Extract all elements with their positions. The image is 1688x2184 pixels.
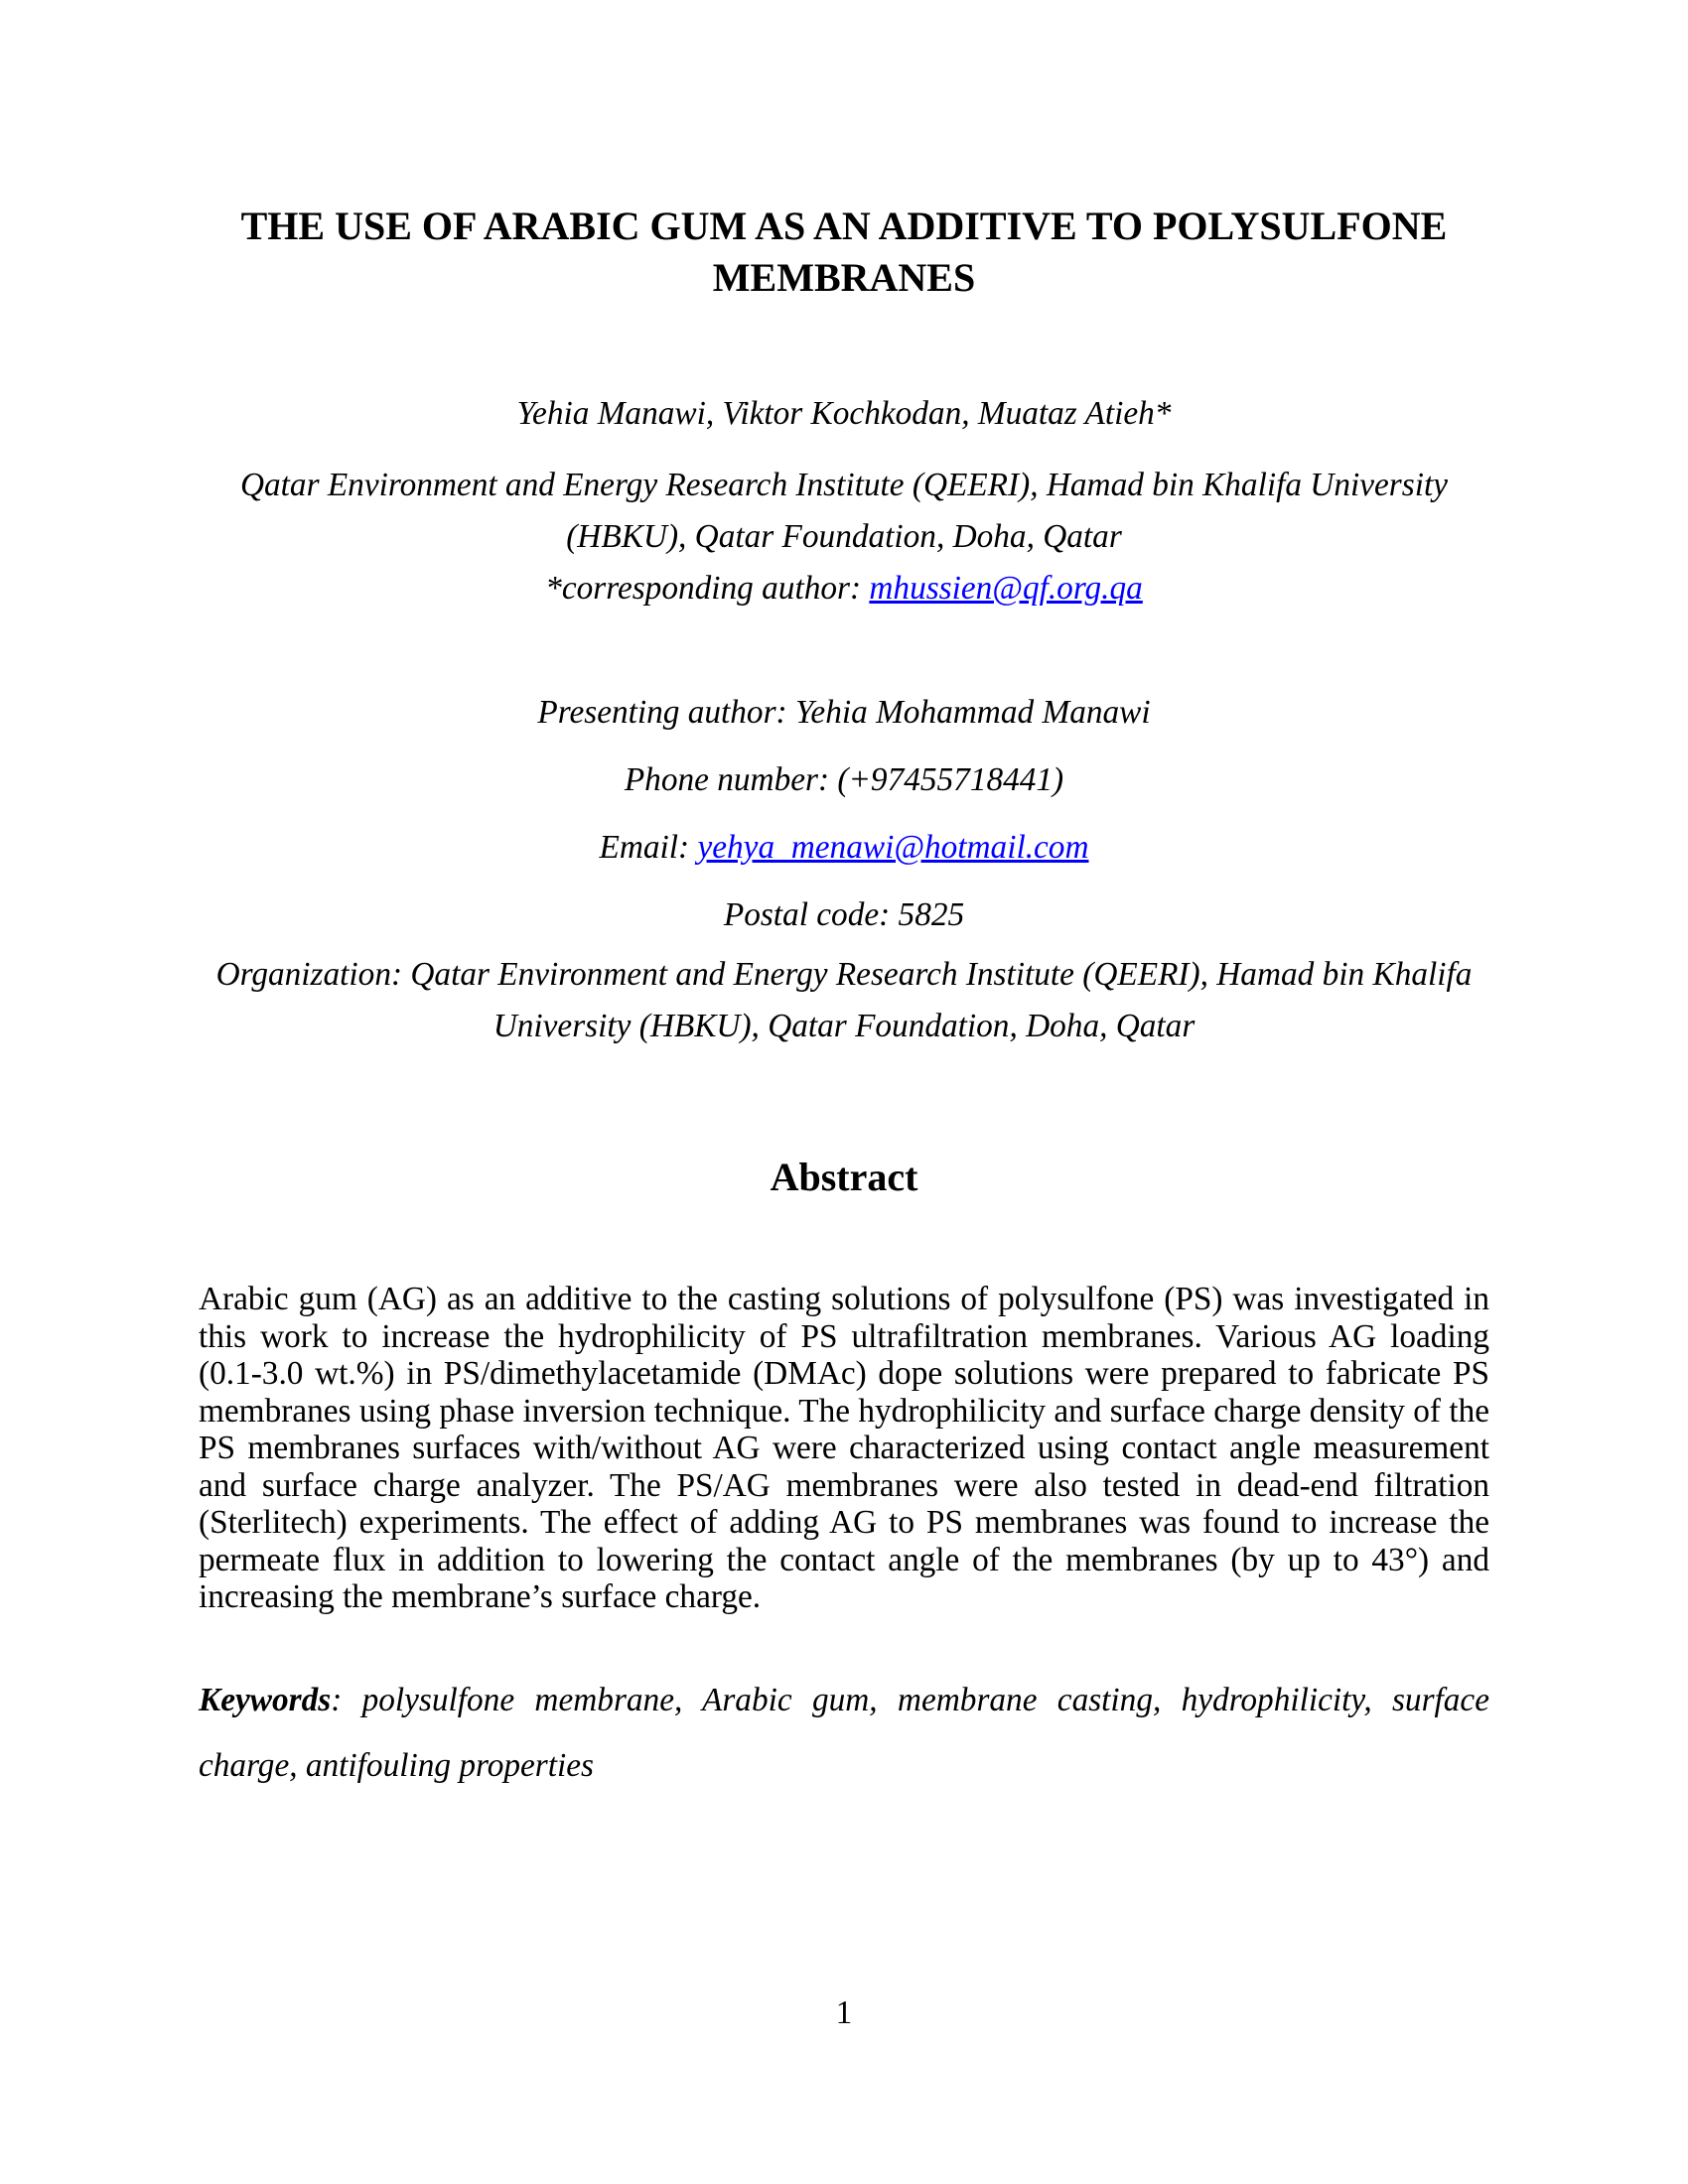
email-line xyxy=(199,827,1489,869)
organization-line-1: Organization: Qatar Environment and Energy Research Institute (QEERI), Hamad bin Khalifa xyxy=(215,956,1473,993)
corresponding-email-link[interactable]: mhussien@qf.org.qa xyxy=(869,570,1143,607)
keywords-paragraph xyxy=(199,1668,1489,1799)
presenting-email-link[interactable]: yehya_menawi@hotmail.com xyxy=(697,829,1089,866)
authors-line: Yehia Manawi, Viktor Kochkodan, Muataz Atieh* xyxy=(516,395,1172,432)
affiliation-line-2: (HBKU), Qatar Foundation, Doha, Qatar xyxy=(566,518,1122,555)
affiliation-block xyxy=(199,460,1489,614)
presenting-author-line: Presenting author: Yehia Mohammad Manawi xyxy=(537,694,1151,731)
affiliation-line-1: Qatar Environment and Energy Research Institute (QEERI), Hamad bin Khalifa University xyxy=(239,467,1449,503)
keywords-label: Keywords xyxy=(199,1682,332,1718)
abstract-paragraph: Arabic gum (AG) as an additive to the casting solutions of polysulfone (PS) was investigated in this work to increase the hydrophilicity of PS ultrafiltration membranes. Various AG loading (0.1-3.0 wt.%) in PS/dimethylacetamide (DMAc) dope solutions were prepared to fabricate PS membranes using phase inversion technique. The hydrophilicity and surface charge density of the PS membranes surfaces with/without AG were characterized using contact angle measurement and surface charge analyzer. The PS/AG membranes were also tested in dead-end filtration (Sterlitech) experiments. The effect of adding AG to PS membranes was found to increase the permeate flux in addition to lowering the contact angle of the membranes (by up to 43°) and increasing the membrane’s surface charge. xyxy=(199,1281,1489,1615)
corresponding-author-label: *corresponding author: xyxy=(545,570,870,607)
organization-line-2: University (HBKU), Qatar Foundation, Doha, Qatar xyxy=(492,1008,1196,1044)
postal-code-line: Postal code: 5825 xyxy=(723,896,965,933)
page-number: 1 xyxy=(835,1994,853,2031)
corresponding-author-line xyxy=(199,563,1489,614)
paper-title-line-2: MEMBRANES xyxy=(712,255,976,300)
email-label: Email: xyxy=(599,829,698,866)
paper-title xyxy=(199,201,1489,304)
keywords-text: : polysulfone membrane, Arabic gum, membrane casting, hydrophilicity, surface charge, antifouling properties xyxy=(199,1682,1489,1784)
organization-block xyxy=(199,949,1489,1052)
paper-title-line-1: THE USE OF ARABIC GUM AS AN ADDITIVE TO POLYSULFONE xyxy=(240,204,1448,248)
contact-block xyxy=(199,692,1489,962)
abstract-heading: Abstract xyxy=(770,1155,918,1199)
phone-line: Phone number: (+97455718441) xyxy=(624,761,1064,798)
